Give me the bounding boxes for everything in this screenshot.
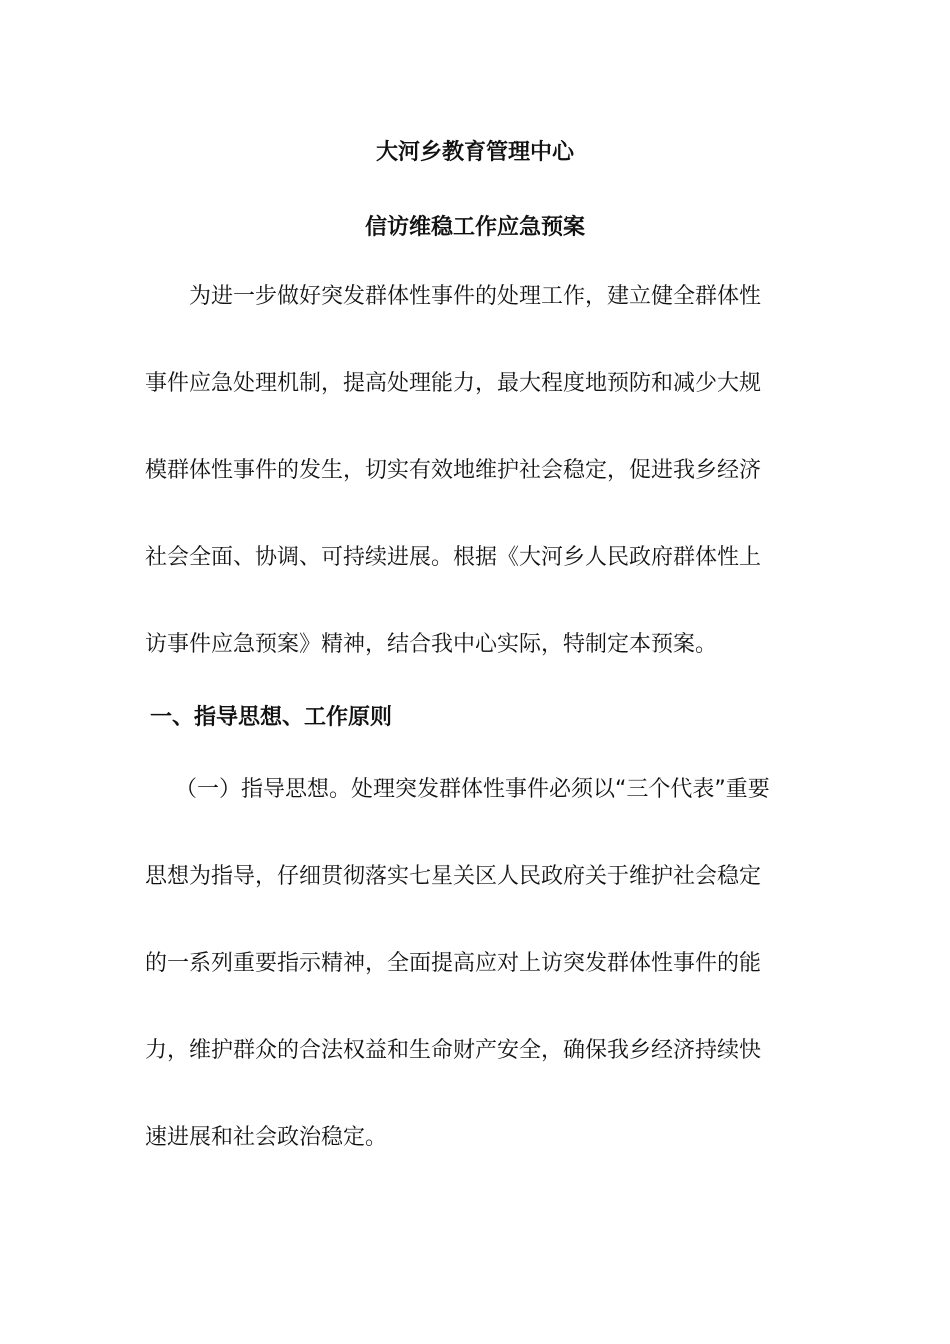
section-paragraph-line: 速进展和社会政治稳定。 [145,1125,388,1150]
section-paragraph-line: （一）指导思想。处理突发群体性事件必须以“三个代表”重要 [175,777,770,802]
intro-paragraph-line: 事件应急处理机制，提高处理能力，最大程度地预防和减少大规 [145,371,762,396]
section-paragraph-line: 的一系列重要指示精神，全面提高应对上访突发群体性事件的能 [145,951,762,976]
section-heading: 一、指导思想、工作原则 [150,705,393,730]
document-title-line-2: 信访维稳工作应急预案 [364,215,585,240]
intro-paragraph-line: 模群体性事件的发生，切实有效地维护社会稳定，促进我乡经济 [145,458,762,483]
intro-paragraph-line: 社会全面、协调、可持续进展。根据《大河乡人民政府群体性上 [145,545,762,570]
intro-paragraph-line: 访事件应急预案》精神，结合我中心实际，特制定本预案。 [145,632,718,657]
section-paragraph-line: 力，维护群众的合法权益和生命财产安全，确保我乡经济持续快 [145,1038,762,1063]
intro-paragraph-line: 为进一步做好突发群体性事件的处理工作，建立健全群体性 [189,284,762,309]
document-title-line-1: 大河乡教育管理中心 [375,140,574,165]
section-paragraph-line: 思想为指导，仔细贯彻落实七星关区人民政府关于维护社会稳定 [145,864,762,889]
